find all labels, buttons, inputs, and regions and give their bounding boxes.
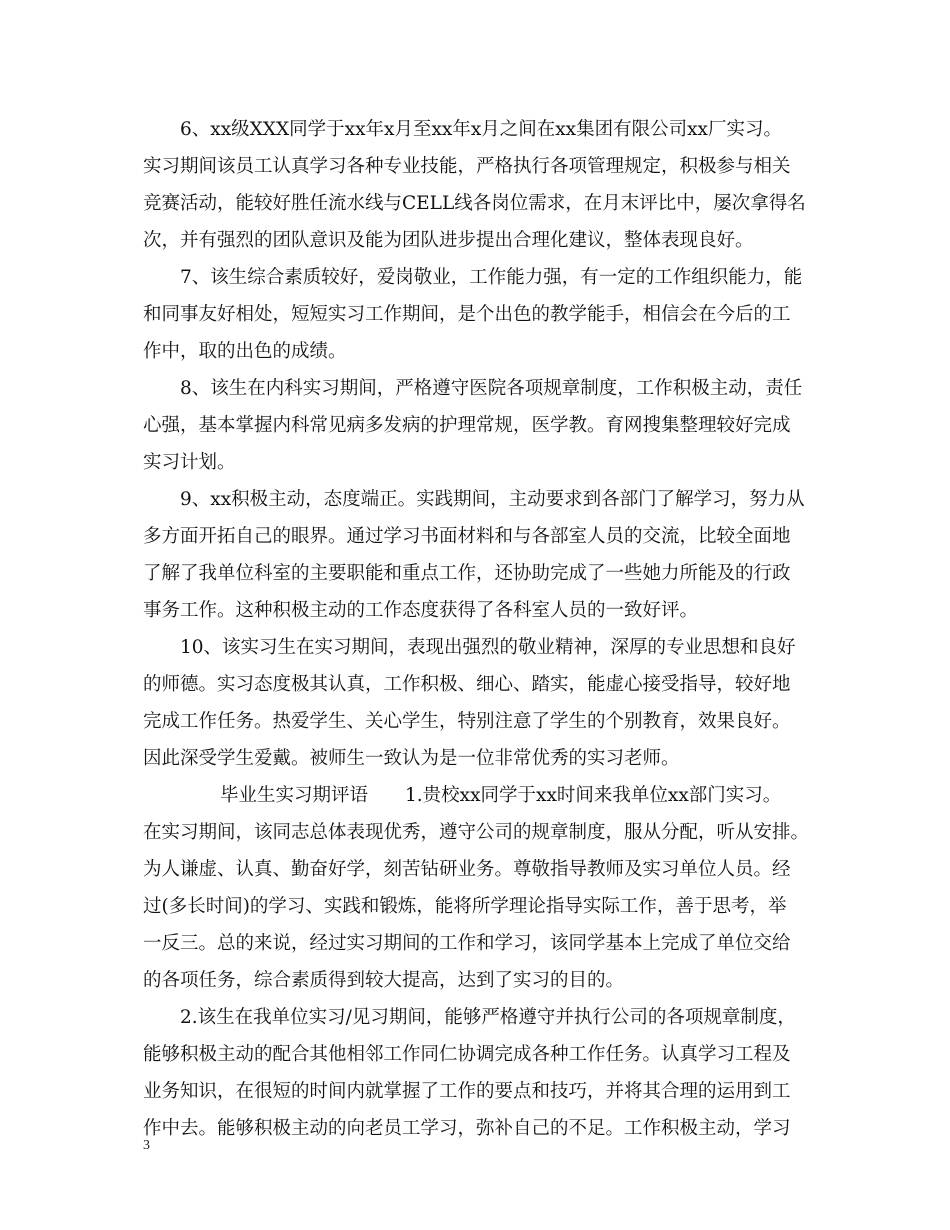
paragraph-8-line-2: 心强，基本掌握内科常见病多发病的护理常规，医学教。育网搜集整理较好完成 <box>143 415 791 436</box>
paragraph-7-line-2: 和同事友好相处，短短实习工作期间，是个出色的教学能手，相信会在今后的工 <box>143 304 791 325</box>
paragraph-9-line-1: 9、xx积极主动，态度端正。实践期间，主动要求到各部门了解学习，努力从 <box>180 489 805 510</box>
paragraph-7-line-3: 作中，取的出色的成绩。 <box>143 341 347 362</box>
comment-1-line-5: 一反三。总的来说，经过实习期间的工作和学习，该同学基本上完成了单位交给 <box>143 933 791 954</box>
paragraph-9-line-4: 事务工作。这种积极主动的工作态度获得了各科室人员的一致好评。 <box>143 600 699 621</box>
page-number: 3 <box>143 1138 150 1153</box>
comment-1-line-2: 在实习期间，该同志总体表现优秀，遵守公司的规章制度，服从分配，听从安排。 <box>143 822 810 843</box>
paragraph-10-line-1: 10、该实习生在实习期间，表现出强烈的敬业精神，深厚的专业思想和良好 <box>180 637 796 658</box>
comment-1-line-6: 的各项任务，综合素质得到较大提高，达到了实习的目的。 <box>143 970 625 991</box>
paragraph-7-line-1: 7、该生综合素质较好，爱岗敬业，工作能力强，有一定的工作组织能力，能 <box>180 267 803 288</box>
paragraph-9-line-2: 多方面开拓自己的眼界。通过学习书面材料和与各部室人员的交流，比较全面地 <box>143 526 791 547</box>
paragraph-6-line-1: 6、xx级XXX同学于xx年x月至xx年x月之间在xx集团有限公司xx厂实习。 <box>180 119 782 140</box>
paragraph-10-line-4: 因此深受学生爱戴。被师生一致认为是一位非常优秀的实习老师。 <box>143 748 680 769</box>
paragraph-6-line-2: 实习期间该员工认真学习各种专业技能，严格执行各项管理规定，积极参与相关 <box>143 156 791 177</box>
comment-2-line-3: 业务知识，在很短的时间内就掌握了工作的要点和技巧，并将其合理的运用到工 <box>143 1081 791 1102</box>
paragraph-8-line-1: 8、该生在内科实习期间，严格遵守医院各项规章制度，工作积极主动，责任 <box>180 378 803 399</box>
paragraph-10-line-2: 的师德。实习态度极其认真，工作积极、细心、踏实，能虚心接受指导，较好地 <box>143 674 791 695</box>
paragraph-6-line-4: 次，并有强烈的团队意识及能为团队进步提出合理化建议，整体表现良好。 <box>143 230 754 251</box>
comment-2-line-1: 2.该生在我单位实习/见习期间，能够严格遵守并执行公司的各项规章制度， <box>180 1007 796 1028</box>
comment-1-line-3: 为人谦虚、认真、勤奋好学，刻苦钻研业务。尊敬指导教师及实习单位人员。经 <box>143 859 791 880</box>
document-body <box>143 111 813 1147</box>
paragraph-6-line-3: 竞赛活动，能较好胜任流水线与CELL线各岗位需求，在月末评比中，屡次拿得名 <box>143 193 806 214</box>
paragraph-8-line-3: 实习计划。 <box>143 452 236 473</box>
comment-2-line-4: 作中去。能够积极主动的向老员工学习，弥补自己的不足。工作积极主动，学习 <box>143 1118 791 1139</box>
comment-1-line-4: 过(多长时间)的学习、实践和锻炼，能将所学理论指导实际工作，善于思考，举 <box>143 896 787 917</box>
comment-2-line-2: 能够积极主动的配合其他相邻工作同仁协调完成各种工作任务。认真学习工程及 <box>143 1044 791 1065</box>
paragraph-9-line-3: 了解了我单位科室的主要职能和重点工作，还协助完成了一些她力所能及的行政 <box>143 563 791 584</box>
paragraph-10-line-3: 完成工作任务。热爱学生、关心学生，特别注意了学生的个别教育，效果良好。 <box>143 711 791 732</box>
section-heading-line: 毕业生实习期评语 1.贵校xx同学于xx时间来我单位xx部门实习。 <box>220 785 782 806</box>
